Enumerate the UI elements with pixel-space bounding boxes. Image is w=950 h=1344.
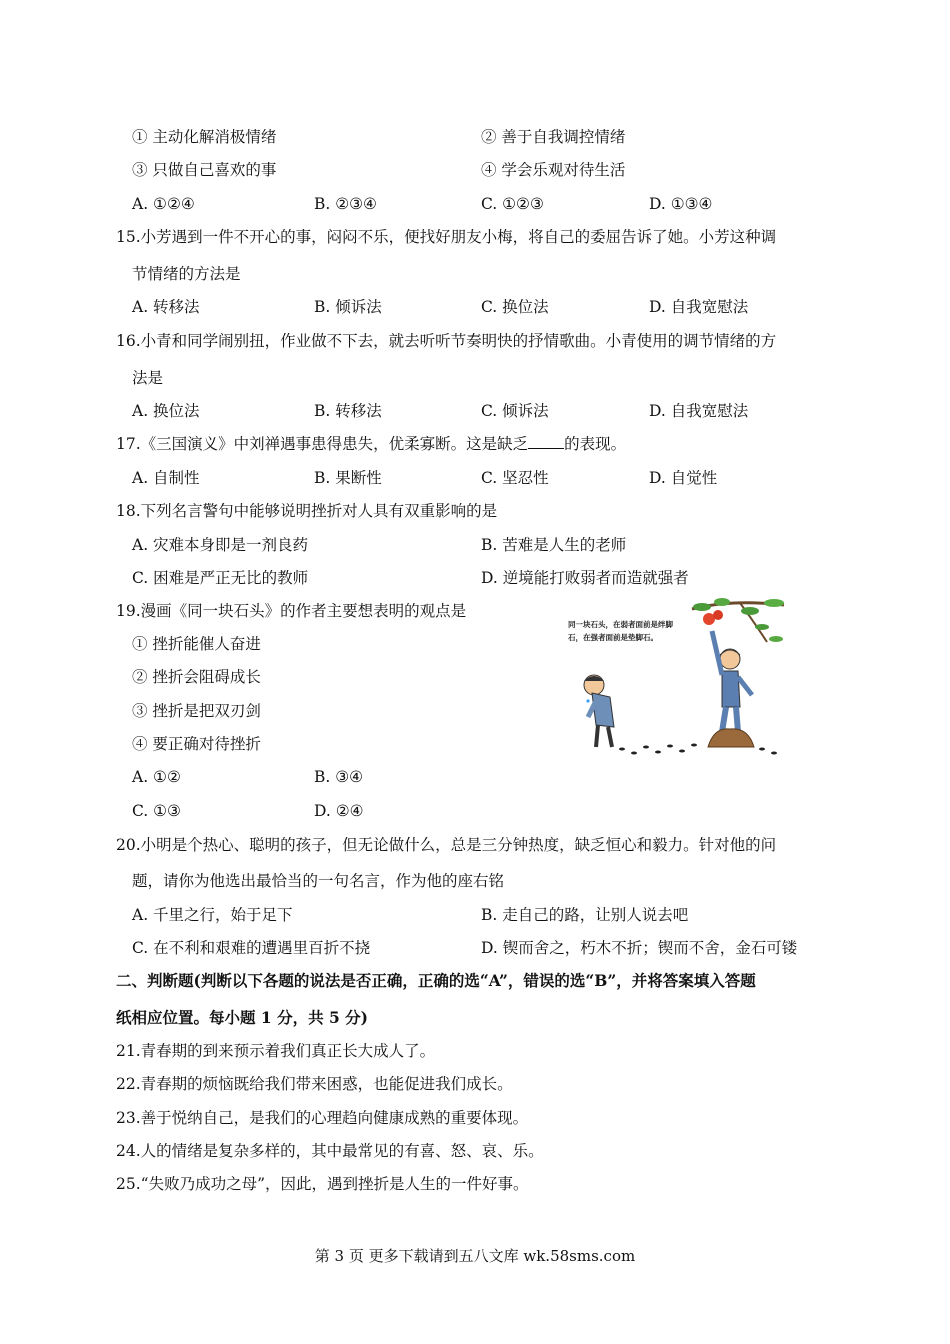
q20-option-d: D. 锲而舍之，朽木不折；锲而不舍，金石可镂	[481, 939, 798, 957]
q15-stem-line1: 15.小芳遇到一件不开心的事，闷闷不乐，便找好朋友小梅，将自己的委屈告诉了她。小芳这种调	[116, 228, 777, 246]
q19-option-a: A. ①②	[132, 768, 181, 786]
q16-stem-line1: 16.小青和同学闹别扭，作业做不下去，就去听听节奏明快的抒情歌曲。小青使用的调节情绪的方	[116, 332, 777, 350]
q14-item-4: ④ 学会乐观对待生活	[481, 161, 626, 179]
q22-statement: 22.青春期的烦恼既给我们带来困惑，也能促进我们成长。	[116, 1075, 513, 1093]
q18-option-c: C. 困难是严正无比的教师	[132, 569, 309, 587]
q24-statement: 24.人的情绪是复杂多样的，其中最常见的有喜、怒、哀、乐。	[116, 1142, 544, 1160]
q14-option-d: D. ①③④	[649, 195, 713, 213]
q19-stem: 19.漫画《同一块石头》的作者主要想表明的观点是	[116, 602, 467, 620]
q19-item-4: ④ 要正确对待挫折	[132, 735, 261, 753]
q19-item-2: ② 挫折会阻碍成长	[132, 668, 261, 686]
q19-item-1: ① 挫折能催人奋进	[132, 635, 261, 653]
page-footer: 第 3 页 更多下载请到五八文库 wk.58sms.com	[314, 1247, 636, 1265]
weak-person-figure	[584, 675, 614, 747]
q14-item-2: ② 善于自我调控情绪	[481, 128, 626, 146]
same-stone-cartoon	[562, 597, 788, 762]
q23-statement: 23.善于悦纳自己，是我们的心理趋向健康成熟的重要体现。	[116, 1109, 529, 1127]
cartoon-caption-line2: 石，在强者面前是垫脚石。	[568, 633, 658, 642]
q14-option-c: C. ①②③	[481, 195, 544, 213]
q19-option-d: D. ②④	[314, 802, 364, 820]
q18-option-b: B. 苦难是人生的老师	[481, 536, 627, 554]
q14-item-1: ① 主动化解消极情绪	[132, 128, 277, 146]
q14-item-3: ③ 只做自己喜欢的事	[132, 161, 277, 179]
q19-option-c: C. ①③	[132, 802, 181, 820]
q16-option-b: B. 转移法	[314, 402, 382, 420]
section2-heading-line2: 纸相应位置。每小题 1 分，共 5 分)	[116, 1008, 368, 1027]
q20-option-c: C. 在不利和艰难的遭遇里百折不挠	[132, 939, 371, 957]
q18-option-d: D. 逆境能打败弱者而造就强者	[481, 569, 689, 587]
q20-stem-line2: 题，请你为他选出最恰当的一句名言，作为他的座右铭	[132, 872, 505, 890]
q15-option-b: B. 倾诉法	[314, 298, 382, 316]
apple-icon	[703, 610, 723, 625]
q17-option-d: D. 自觉性	[649, 469, 718, 487]
cartoon-caption-line1: 同一块石头，在弱者面前是绊脚	[568, 620, 673, 629]
q15-option-c: C. 换位法	[481, 298, 549, 316]
q17-option-c: C. 坚忍性	[481, 469, 549, 487]
q19-option-b: B. ③④	[314, 768, 364, 786]
q17-option-b: B. 果断性	[314, 469, 382, 487]
strong-person-figure	[712, 631, 752, 732]
q17-blank	[528, 434, 564, 449]
q14-option-a: A. ①②④	[132, 195, 195, 213]
q16-option-c: C. 倾诉法	[481, 402, 549, 420]
q21-statement: 21.青春期的到来预示着我们真正长大成人了。	[116, 1042, 436, 1060]
q15-option-d: D. 自我宽慰法	[649, 298, 749, 316]
q20-option-a: A. 千里之行，始于足下	[132, 906, 293, 924]
q20-option-b: B. 走自己的路，让别人说去吧	[481, 906, 689, 924]
q16-option-a: A. 换位法	[132, 402, 200, 420]
q18-option-a: A. 灾难本身即是一剂良药	[132, 536, 309, 554]
q14-option-b: B. ②③④	[314, 195, 377, 213]
q16-stem-line2: 法是	[132, 369, 164, 387]
q18-stem: 18.下列名言警句中能够说明挫折对人具有双重影响的是	[116, 502, 498, 520]
q15-option-a: A. 转移法	[132, 298, 200, 316]
q17-stem-before: 17.《三国演义》中刘禅遇事患得患失，优柔寡断。这是缺乏	[116, 435, 529, 453]
q20-stem-line1: 20.小明是个热心、聪明的孩子，但无论做什么，总是三分钟热度，缺乏恒心和毅力。针对他的问	[116, 836, 777, 854]
q16-option-d: D. 自我宽慰法	[649, 402, 749, 420]
q15-stem-line2: 节情绪的方法是	[132, 265, 241, 283]
q17-stem-after: 的表现。	[564, 435, 627, 453]
q17-option-a: A. 自制性	[132, 469, 200, 487]
section2-heading-line1: 二、判断题(判断以下各题的说法是否正确，正确的选“A”，错误的选“B”，并将答案填入答题	[116, 971, 756, 990]
stone-icon	[708, 729, 754, 747]
q17-stem	[116, 434, 626, 454]
q25-statement: 25.“失败乃成功之母”，因此，遇到挫折是人生的一件好事。	[116, 1175, 529, 1193]
q19-item-3: ③ 挫折是把双刃剑	[132, 702, 261, 720]
